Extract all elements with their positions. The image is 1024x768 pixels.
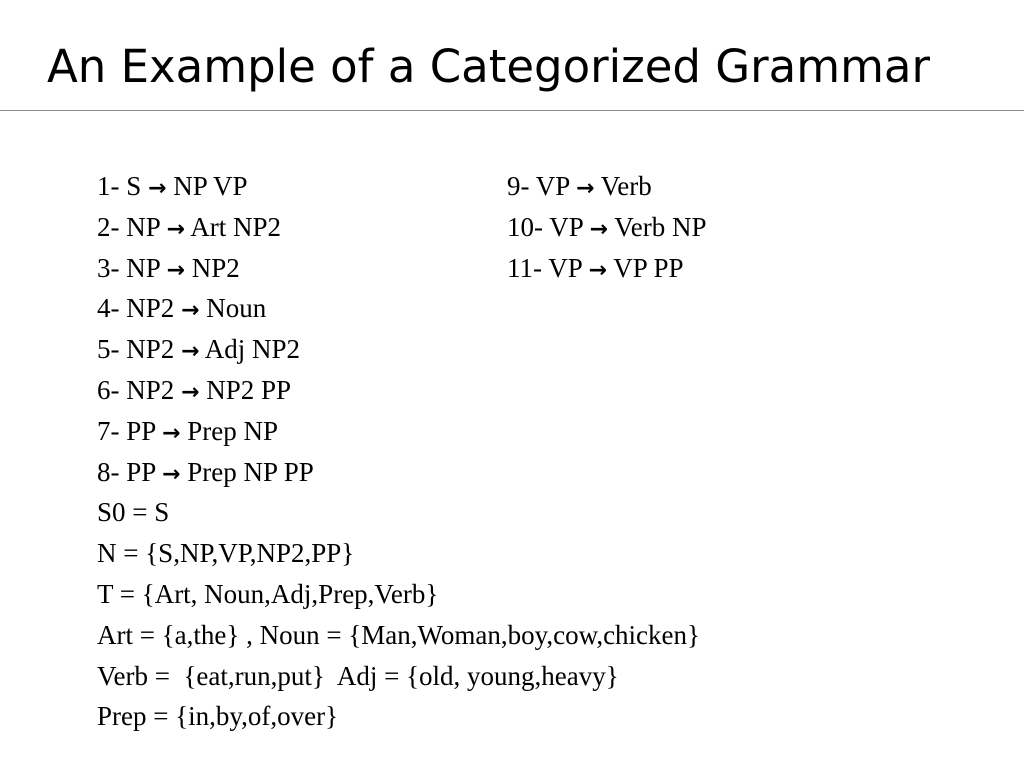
grammar-rule: 5- NP2 → Adj NP2 [97,334,300,365]
slide-title: An Example of a Categorized Grammar [47,40,930,93]
grammar-rule: 1- S → NP VP [97,171,248,201]
arrow-right-icon: → [181,298,200,324]
definition-terminals: T = {Art, Noun,Adj,Prep,Verb} [97,578,439,609]
title-divider [0,110,1024,111]
arrow-right-icon: → [588,257,607,283]
grammar-rule: 11- VP → VP PP [507,252,684,283]
arrow-right-icon: → [148,176,167,201]
definition-prep: Prep = {in,by,of,over} [97,701,339,732]
grammar-rule: 6- NP2 → NP2 PP [97,374,291,405]
grammar-rule: 8- PP → Prep NP PP [97,456,314,487]
grammar-rule: 7- PP → Prep NP [97,415,278,446]
grammar-rule: 3- NP → NP2 [97,252,240,283]
grammar-rule: 10- VP → Verb NP [507,211,707,242]
definition-verb-adj: Verb = {eat,run,put} Adj = {old, young,heavy} [97,660,619,691]
arrow-right-icon: → [181,379,200,405]
arrow-right-icon: → [162,461,181,487]
definition-start-symbol: S0 = S [97,497,170,528]
arrow-right-icon: → [576,176,595,201]
grammar-rule: 2- NP → Art NP2 [97,211,281,242]
grammar-right-column [507,166,706,288]
grammar-rule: 4- NP2 → Noun [97,293,267,324]
arrow-right-icon: → [589,216,608,242]
arrow-right-icon: → [166,216,185,242]
grammar-rule: 9- VP → Verb [507,171,652,201]
arrow-right-icon: → [181,339,200,365]
arrow-right-icon: → [166,257,185,283]
definition-nonterminals: N = {S,NP,VP,NP2,PP} [97,538,355,569]
definition-art-noun: Art = {a,the} , Noun = {Man,Woman,boy,cow,chicken} [97,619,700,650]
arrow-right-icon: → [162,420,181,446]
